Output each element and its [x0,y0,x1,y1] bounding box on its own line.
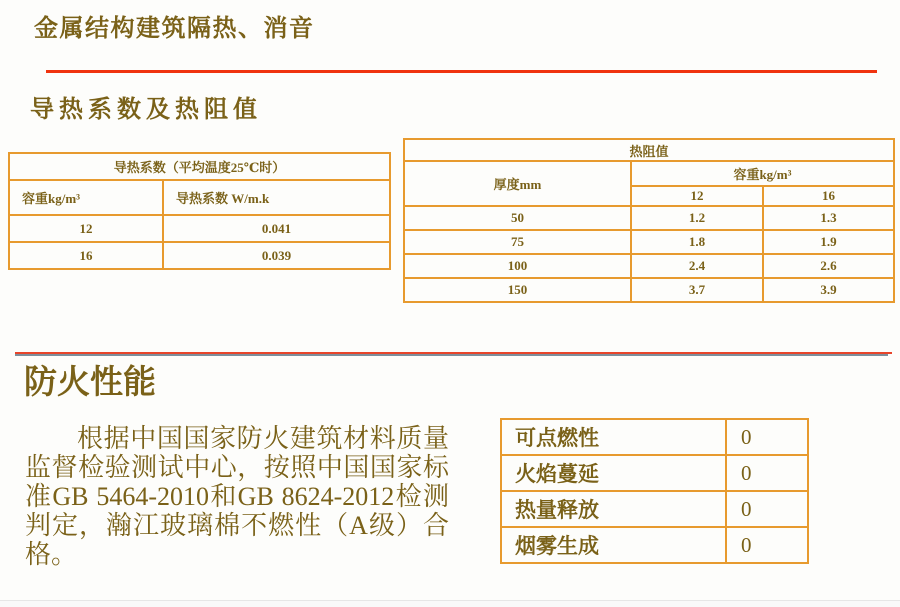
table-row [501,527,808,563]
resistance-cell-value: 2.4 [631,254,763,278]
fire-rating-value: 0 [726,455,808,491]
conductivity-table [8,152,391,270]
conductivity-cell-value: 0.039 [163,242,390,269]
conductivity-table-title: 导热系数（平均温度25℃时） [9,153,390,180]
resistance-cell-value: 3.7 [631,278,763,302]
thermal-section-heading: 导热系数及热阻值 [30,97,262,123]
table-row [501,419,808,455]
resistance-cell-value: 3.9 [763,278,894,302]
resistance-cell-thickness: 75 [404,230,631,254]
resistance-thickness-header: 厚度mm [404,161,631,206]
table-row [404,161,894,186]
fire-rating-label: 烟雾生成 [501,527,726,563]
table-row [501,455,808,491]
resistance-cell-thickness: 100 [404,254,631,278]
fire-rating-value: 0 [726,491,808,527]
conductivity-cell-density: 12 [9,215,163,242]
fire-rating-table [500,418,809,564]
conductivity-cell-density: 16 [9,242,163,269]
resistance-cell-value: 2.6 [763,254,894,278]
page-bottom-strip [0,601,900,607]
resistance-cell-value: 1.8 [631,230,763,254]
resistance-table [403,138,895,303]
table-row [404,254,894,278]
conductivity-col-header-density: 容重kg/m³ [9,180,163,215]
fire-rating-value: 0 [726,527,808,563]
title-underline-rule [46,70,877,73]
table-row [404,278,894,302]
resistance-cell-thickness: 150 [404,278,631,302]
table-row [404,206,894,230]
resistance-cell-value: 1.3 [763,206,894,230]
resistance-density-header: 容重kg/m³ [631,161,894,186]
table-row [404,139,894,161]
resistance-density-16: 16 [763,186,894,206]
resistance-table-title: 热阻值 [404,139,894,161]
fire-rating-label: 热量释放 [501,491,726,527]
conductivity-col-header-lambda: 导热系数 W/m.k [163,180,390,215]
table-row [404,230,894,254]
table-row [9,180,390,215]
table-row [9,153,390,180]
fire-rating-label: 可点燃性 [501,419,726,455]
fire-description-paragraph: 根据中国国家防火建筑材料质量监督检验测试中心，按照中国国家标准GB 5464-2010和GB 8624-2012检测判定，瀚江玻璃棉不燃性（A级）合格。 [25,424,449,569]
resistance-cell-thickness: 50 [404,206,631,230]
table-row [9,242,390,269]
fire-rating-value: 0 [726,419,808,455]
table-row [9,215,390,242]
resistance-density-12: 12 [631,186,763,206]
fire-section-heading: 防火性能 [24,365,156,401]
table-row [501,491,808,527]
page-title: 金属结构建筑隔热、消音 [34,16,315,42]
conductivity-cell-value: 0.041 [163,215,390,242]
resistance-cell-value: 1.9 [763,230,894,254]
fire-rating-label: 火焰蔓延 [501,455,726,491]
resistance-cell-value: 1.2 [631,206,763,230]
